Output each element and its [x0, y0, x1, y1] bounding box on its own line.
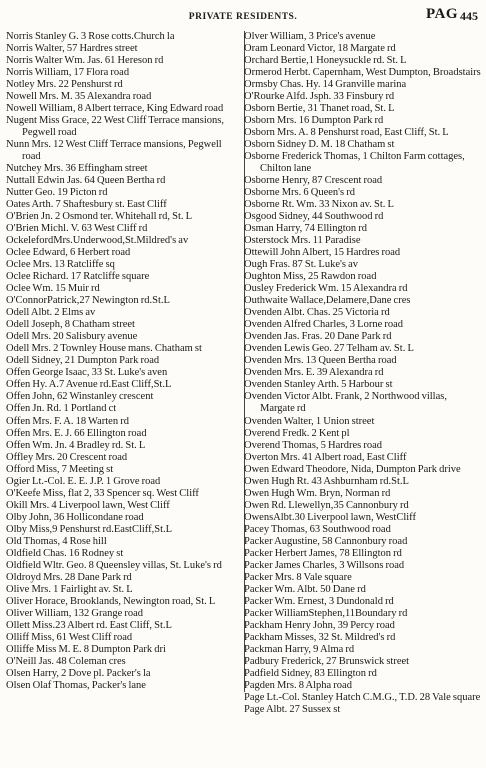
directory-entry: Ormsby Chas. Hy. 14 Granville marina — [244, 79, 407, 91]
directory-entry: Osborne Frederick Thomas, 1 Chilton Farm cottages, Chilton lane — [244, 151, 465, 175]
directory-entry: Owen Hugh Rt. 43 Ashburnham rd.St.L — [244, 475, 409, 487]
directory-entry: Owen Edward Theodore, Nida, Dumpton Park drive — [244, 463, 461, 475]
directory-entry: Packer Augustine, 58 Cannonbury road — [244, 535, 408, 547]
directory-entry: Old Thomas, 4 Rose hill — [6, 535, 107, 547]
directory-entry: Ovenden Lewis Geo. 27 Telham av. St. L — [244, 343, 414, 355]
directory-entry: Packer James Charles, 3 Willsons road — [244, 559, 405, 571]
directory-entry: Oldfield Wltr. Geo. 8 Queensley villas, St. Luke's rd — [6, 559, 222, 571]
directory-entry: Ovenden Mrs. E. 39 Alexandra rd — [244, 367, 384, 379]
directory-entry: Oram Leonard Victor, 18 Margate rd — [244, 43, 396, 55]
directory-entry: Osborne Mrs. 6 Queen's rd — [244, 187, 355, 199]
directory-entry: Padfield Sidney, 83 Ellington rd — [244, 667, 377, 679]
directory-entry: Offen Mrs. F. A. 18 Warten rd — [6, 415, 129, 427]
directory-entry: Oliver Horace, Brooklands, Newington road, St. L — [6, 595, 216, 607]
directory-entry: Osborn Mrs. A. 8 Penshurst road, East Cliff, St. L — [244, 127, 449, 139]
directory-entry: O'Brien Jn. 2 Osmond ter. Whitehall rd, St. L — [6, 211, 193, 223]
directory-entry: O'Rourke Alfd. Jsph. 33 Finsbury rd — [244, 91, 395, 103]
directory-entry: Packer WilliamStephen,11Boundary rd — [244, 607, 408, 619]
directory-entry: Nowell Mrs. M. 35 Alexandra road — [6, 91, 152, 103]
directory-entry: Packham Misses, 32 St. Mildred's rd — [244, 631, 396, 643]
directory-entry: Ovenden Jas. Fras. 20 Dane Park rd — [244, 331, 392, 343]
directory-entry: Packer Herbert James, 78 Ellington rd — [244, 547, 402, 559]
directory-entry: Page Albt. 27 Sussex st — [244, 703, 341, 715]
section-label: PAG — [425, 6, 458, 22]
directory-entry: Outhwaite Wallace,Delamere,Dane cres — [244, 295, 411, 307]
directory-entry: Oclee Mrs. 13 Ratcliffe sq — [6, 259, 115, 271]
directory-entry: Ovenden Alfred Charles, 3 Lorne road — [244, 319, 404, 331]
directory-entry: Olive Mrs. 1 Fairlight av. St. L — [6, 583, 133, 595]
directory-entry: Nutchey Mrs. 36 Effingham street — [6, 163, 148, 175]
directory-entry: Packham Henry John, 39 Percy road — [244, 619, 395, 631]
directory-entry: Osborne Henry, 87 Crescent road — [244, 175, 383, 187]
directory-entry: Notley Mrs. 22 Penshurst rd — [6, 79, 123, 91]
directory-entry: Ousley Frederick Wm. 15 Alexandra rd — [244, 283, 408, 295]
directory-entry: Pagden Mrs. 8 Alpha road — [244, 679, 352, 691]
directory-entry: Olver William, 3 Price's avenue — [244, 31, 376, 42]
directory-entry: Packer Wm. Ernest, 3 Dundonald rd — [244, 595, 394, 607]
directory-entry: Overend Fredk. 2 Kent pl — [244, 427, 350, 439]
directory-entry: Oclee Edward, 6 Herbert road — [6, 247, 131, 259]
directory-entry: Odell Mrs. 2 Townley House mans. Chatham st — [6, 343, 202, 355]
page-header — [0, 4, 486, 28]
directory-entry: Nowell William, 8 Albert terrace, King Edward road — [6, 103, 224, 115]
directory-entry: Olsen Harry, 2 Dove pl. Packer's la — [6, 667, 151, 679]
directory-entry: Offord Miss, 7 Meeting st — [6, 463, 114, 475]
directory-entry: Packman Harry, 9 Alma rd — [244, 643, 355, 655]
directory-entry: Overton Mrs. 41 Albert road, East Cliff — [244, 451, 407, 463]
directory-entry: Offen George Isaac, 33 St. Luke's aven — [6, 367, 168, 379]
directory-entry: Norris Walter, 57 Hardres street — [6, 43, 138, 55]
directory-entry: Ovenden Albt. Chas. 25 Victoria rd — [244, 307, 390, 319]
directory-entry: Ogier Lt.-Col. E. E. J.P. 1 Grove road — [6, 475, 161, 487]
directory-entry: Orchard Bertie,1 Honeysuckle rd. St. L — [244, 55, 407, 67]
directory-entry: Osborn Bertie, 31 Thanet road, St. L — [244, 103, 395, 115]
directory-entry: Odell Albt. 2 Elms av — [6, 307, 96, 319]
directory-entry: Odell Joseph, 8 Chatham street — [6, 319, 135, 331]
directory-entry: Osborn Sidney D. M. 18 Chatham st — [244, 139, 395, 151]
directory-entry: Oclee Wm. 15 Muir rd — [6, 283, 100, 295]
right-column — [244, 31, 482, 716]
directory-entry: Oldroyd Mrs. 28 Dane Park rd — [6, 571, 132, 583]
directory-entry: O'ConnorPatrick,27 Newington rd.St.L — [6, 295, 170, 307]
left-column — [6, 31, 245, 692]
directory-entry: Oughton Miss, 25 Rawdon road — [244, 271, 377, 283]
directory-entry: Offley Mrs. 20 Crescent road — [6, 451, 128, 463]
directory-entry: Ough Fras. 87 St. Luke's av — [244, 259, 359, 271]
directory-entry: Offen John, 62 Winstanley crescent — [6, 391, 154, 403]
directory-entry: OwensAlbt.30 Liverpool lawn, WestCliff — [244, 511, 416, 523]
directory-entry: Ottewill John Albert, 15 Hardres road — [244, 247, 401, 259]
directory-entry: Ormerod Herbt. Capernham, West Dumpton, Broadstairs — [244, 67, 481, 79]
directory-entry: Offen Hy. A.7 Avenue rd.East Cliff,St.L — [6, 379, 172, 391]
directory-entry: Offen Jn. Rd. 1 Portland ct — [6, 403, 117, 415]
page-number: 445 — [460, 9, 478, 23]
directory-entry: Nunn Mrs. 12 West Cliff Terrace mansions, Pegwell road — [6, 139, 222, 163]
directory-entry: Norris Walter Wm. Jas. 61 Hereson rd — [6, 55, 164, 67]
directory-entry: Offen Wm. Jn. 4 Bradley rd. St. L — [6, 439, 146, 451]
directory-entry: OckelefordMrs.Underwood,St.Mildred's av — [6, 235, 189, 247]
directory-entry: Nuttall Edwin Jas. 64 Queen Bertha rd — [6, 175, 166, 187]
directory-entry: Oclee Richard. 17 Ratcliffe square — [6, 271, 150, 283]
directory-entry: Norris Stanley G. 3 Rose cotts.Church la — [6, 31, 175, 42]
directory-entry: Packer Wm. Albt. 50 Dane rd — [244, 583, 366, 595]
directory-entry: Osborn Mrs. 16 Dumpton Park rd — [244, 115, 384, 127]
page-title: PRIVATE RESIDENTS. — [188, 12, 298, 22]
directory-entry: Olsen Olaf Thomas, Packer's lane — [6, 679, 146, 691]
directory-entry: Oliver William, 132 Grange road — [6, 607, 144, 619]
directory-entry: O'Brien Michl. V. 63 West Cliff rd — [6, 223, 148, 235]
directory-entry: Ovenden Walter, 1 Union street — [244, 415, 375, 427]
directory-entry: Ovenden Stanley Arth. 5 Harbour st — [244, 379, 393, 391]
directory-entry: Olby John, 36 Hollicondane road — [6, 511, 144, 523]
directory-entry: Norris William, 17 Flora road — [6, 67, 130, 79]
directory-entry: Oldfield Chas. 16 Rodney st — [6, 547, 124, 559]
directory-entry: Oates Arth. 7 Shaftesbury st. East Cliff — [6, 199, 167, 211]
directory-entry: Padbury Frederick, 27 Brunswick street — [244, 655, 410, 667]
directory-entry: Osborne Rt. Wm. 33 Nixon av. St. L — [244, 199, 394, 211]
directory-entry: Odell Sidney, 21 Dumpton Park road — [6, 355, 160, 367]
directory-entry: Osman Harry, 74 Ellington rd — [244, 223, 368, 235]
directory-entry: Page Lt.-Col. Stanley Hatch C.M.G., T.D. 28 Vale square — [244, 691, 481, 703]
directory-entry: Owen Rd. Llewellyn,35 Cannonbury rd — [244, 499, 409, 511]
directory-entry: Ovenden Mrs. 13 Queen Bertha road — [244, 355, 397, 367]
directory-entry: Offen Mrs. E. J. 66 Ellington road — [6, 427, 147, 439]
directory-entry: Nugent Miss Grace, 22 West Cliff Terrace mansions, Pegwell road — [6, 115, 224, 139]
directory-entry: Packer Mrs. 8 Vale square — [244, 571, 352, 583]
directory-entry: Osterstock Mrs. 11 Paradise — [244, 235, 361, 247]
directory-entry: O'Neill Jas. 48 Coleman cres — [6, 655, 126, 667]
directory-entry: Overend Thomas, 5 Hardres road — [244, 439, 383, 451]
directory-entry: Okill Mrs. 4 Liverpool lawn, West Cliff — [6, 499, 170, 511]
directory-entry: Pacey Thomas, 63 Southwood road — [244, 523, 391, 535]
directory-entry: Olliff Miss, 61 West Cliff road — [6, 631, 133, 643]
directory-entry: Olby Miss,9 Penshurst rd.EastCliff,St.L — [6, 523, 173, 535]
directory-entry: O'Keefe Miss, flat 2, 33 Spencer sq. West Cliff — [6, 487, 199, 499]
directory-entry: Odell Mrs. 20 Salisbury avenue — [6, 331, 138, 343]
directory-entry: Ollett Miss.23 Albert rd. East Cliff, St.L — [6, 619, 172, 631]
directory-entry: Osgood Sidney, 44 Southwood rd — [244, 211, 384, 223]
directory-entry: Nutter Geo. 19 Picton rd — [6, 187, 108, 199]
directory-entry: Olliffe Miss M. E. 8 Dumpton Park dri — [6, 643, 166, 655]
directory-entry: Ovenden Victor Albt. Frank, 2 Northwood villas, Margate rd — [244, 391, 447, 415]
directory-entry: Owen Hugh Wm. Bryn, Norman rd — [244, 487, 391, 499]
